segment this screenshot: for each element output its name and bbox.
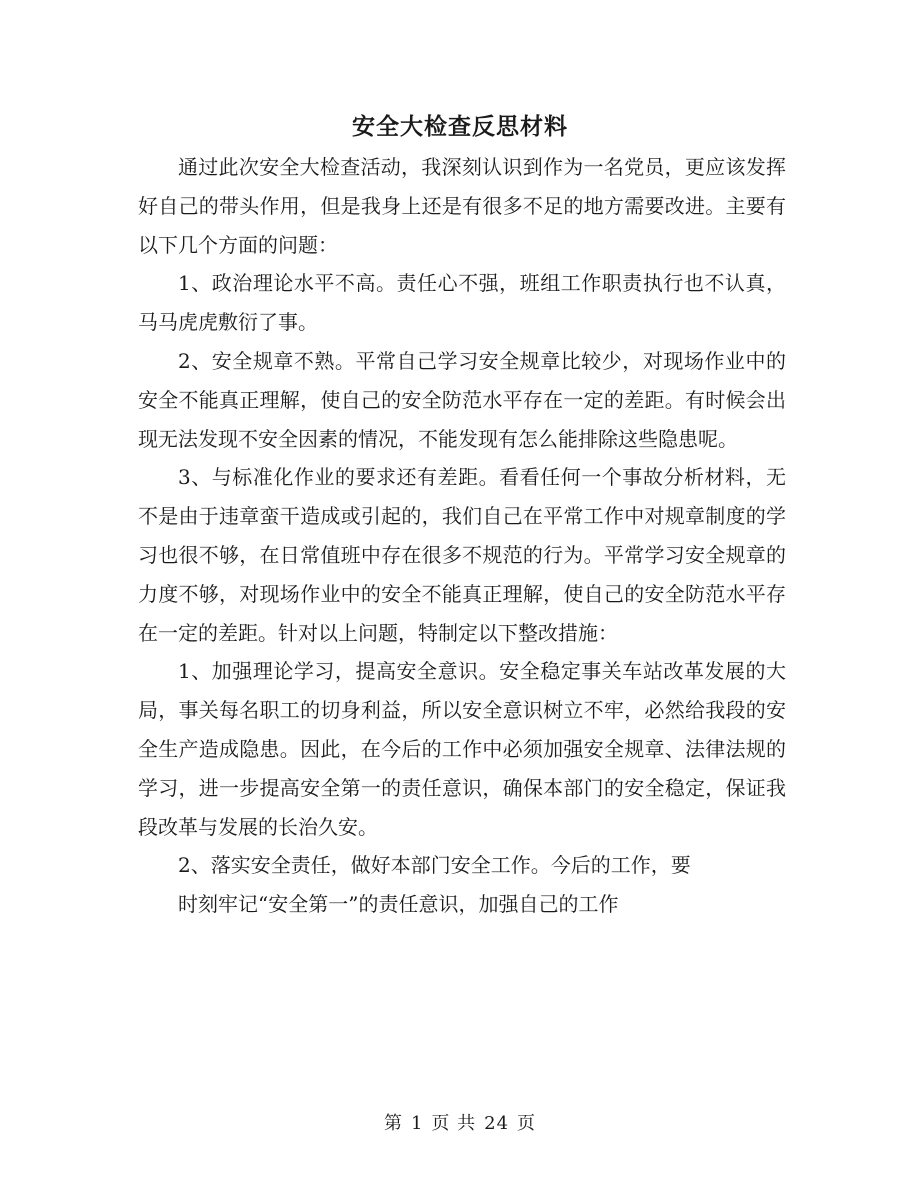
- page-footer: [0, 1110, 920, 1138]
- paragraph-issue-1: 1、政治理论水平不高。责任心不强，班组工作职责执行也不认真，马马虎虎敷衍了事。: [138, 271, 786, 335]
- footer-page-number: 1: [410, 1113, 424, 1134]
- paragraph-measure-2: 2、落实安全责任，做好本部门安全工作。今后的工作，要: [178, 853, 691, 878]
- document-body: [138, 148, 786, 924]
- footer-middle: 页 共: [431, 1113, 477, 1134]
- footer-prefix: 第: [383, 1113, 403, 1134]
- paragraph-measure-1: 1、加强理论学习，提高安全意识。安全稳定事关车站改革发展的大局，事关每名职工的切身利益，所以安全意识树立不牢，必然给我段的安全生产造成隐患。因此，在今后的工作中必须加强安全规章、法律法规的学习，进一步提高安全第一的责任意识，确保本部门的安全稳定，保证我段改革与发展的长治久安。: [138, 659, 786, 839]
- document-title: 安全大检查反思材料: [352, 113, 568, 140]
- paragraph-issue-3: 3、与标准化作业的要求还有差距。看看任何一个事故分析材料，无不是由于违章蛮干造成或引起的，我们自己在平常工作中对规章制度的学习也很不够，在日常值班中存在很多不规范的行为。平常学习安全规章的力度不够，对现场作业中的安全不能真正理解，使自己的安全防范水平存在一定的差距。针对以上问题，特制定以下整改措施：: [138, 465, 786, 645]
- footer-suffix: 页: [517, 1113, 537, 1134]
- paragraph-intro: 通过此次安全大检查活动，我深刻认识到作为一名党员，更应该发挥好自己的带头作用，但是我身上还是有很多不足的地方需要改进。主要有以下几个方面的问题：: [138, 155, 786, 257]
- footer-total-pages: 24: [484, 1113, 510, 1134]
- paragraph-issue-2: 2、安全规章不熟。平常自己学习安全规章比较少，对现场作业中的安全不能真正理解，使自己的安全防范水平存在一定的差距。有时候会出现无法发现不安全因素的情况，不能发现有怎么能排除这些隐患呢。: [138, 348, 786, 451]
- paragraph-continuation: 时刻牢记“安全第一”的责任意识，加强自己的工作: [178, 892, 619, 917]
